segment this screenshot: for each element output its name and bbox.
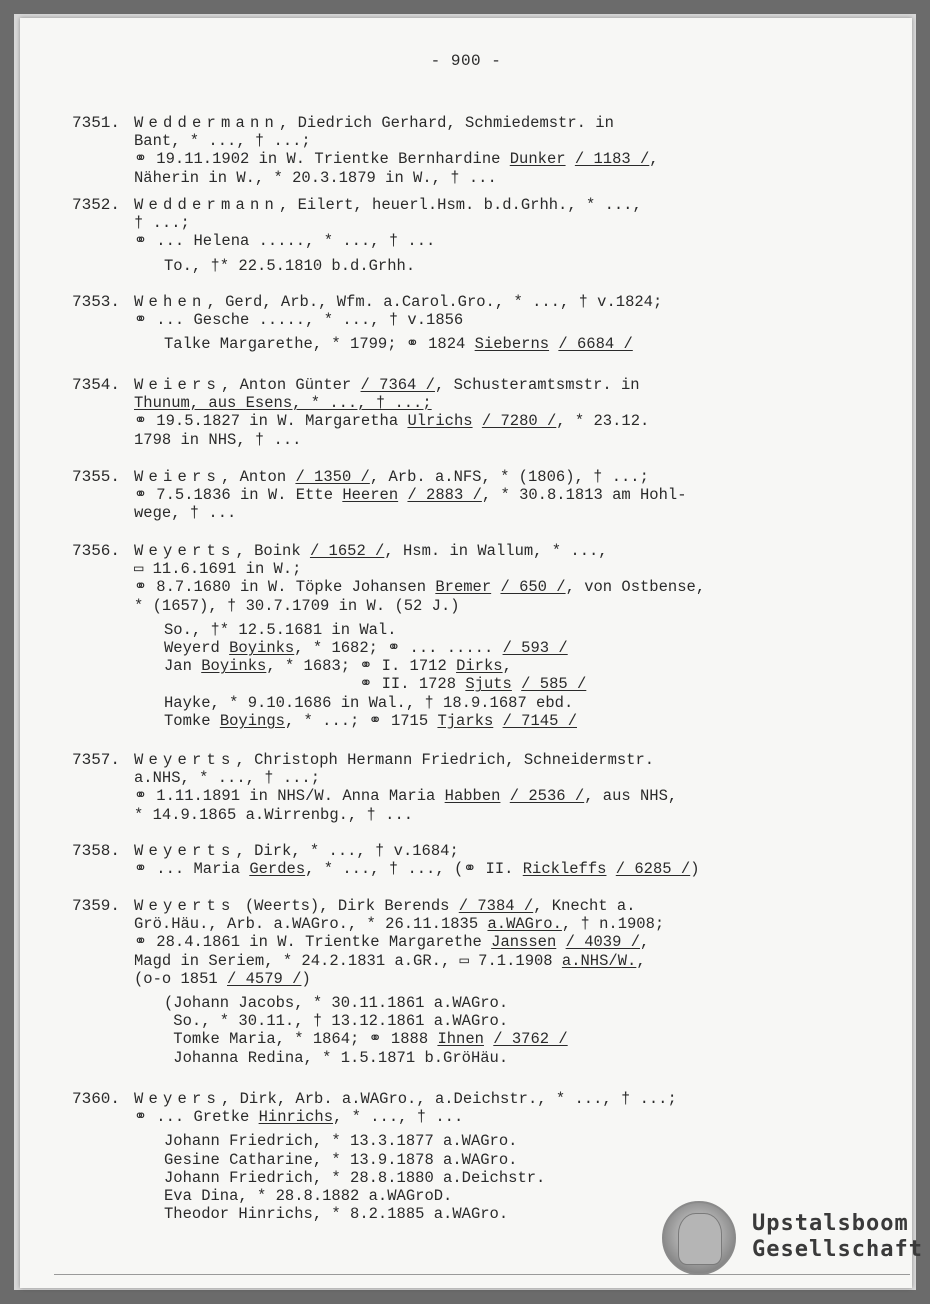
entry-line [134, 431, 772, 449]
entry-line [134, 486, 772, 504]
text: Johanna Redina, * 1.5.1871 b.GröHäu. [164, 1048, 509, 1067]
entry-body [134, 751, 772, 824]
text: Talke Margarethe, * 1799; ⚭ 1824 [164, 335, 475, 354]
entry-line [134, 214, 772, 232]
underlined-ref: Bremer [435, 578, 492, 597]
underlined-ref: Boyinks [229, 639, 295, 658]
text: Theodor Hinrichs, * 8.2.1885 a.WAGro. [164, 1205, 509, 1224]
text: , aus NHS, [584, 787, 678, 806]
child-line [164, 639, 772, 657]
text: , Anton [221, 468, 296, 486]
text: , Diedrich Gerhard, Schmiedemstr. in [279, 114, 614, 132]
child-line [164, 1169, 772, 1187]
underlined-ref: / 3762 / [493, 1030, 568, 1049]
entry-number: 7356. [72, 542, 121, 560]
child-line [164, 675, 772, 693]
underlined-ref: / 593 / [502, 639, 568, 658]
underlined-ref: / 4039 / [565, 933, 641, 952]
text: , Arb. a.NFS, * (1806), † ...; [369, 468, 649, 486]
entry-line [134, 915, 772, 933]
underlined-ref: / 4579 / [227, 969, 302, 988]
text: Jan [164, 657, 202, 676]
surname: Weyerts [134, 897, 236, 915]
text: , * 30.8.1813 am Hohl- [481, 486, 687, 505]
child-line [164, 1030, 772, 1048]
text: Bant, * ..., † ...; [134, 132, 311, 151]
text: , Schusteramtsmstr. in [434, 376, 640, 394]
seal-icon [662, 1201, 736, 1275]
text [473, 412, 482, 430]
text: To., †* 22.5.1810 b.d.Grhh. [164, 256, 416, 275]
underlined-ref: Ihnen [437, 1030, 484, 1049]
text [606, 860, 615, 878]
text: Johann Friedrich, * 28.8.1880 a.Deichstr. [164, 1168, 546, 1187]
text: ) [301, 969, 311, 988]
text: (o-o 1851 [134, 969, 228, 988]
child-line [164, 1132, 772, 1150]
text: ⚭ 8.7.1680 in W. Töpke Johansen [134, 578, 436, 597]
entry-body [134, 542, 772, 730]
entry-line [134, 751, 772, 769]
text: , Anton Günter [221, 376, 361, 394]
entry-line [134, 860, 772, 878]
text: Hayke, * 9.10.1686 in Wal., † 18.9.1687 ebd. [164, 693, 574, 712]
underlined-ref: / 6684 / [558, 335, 633, 354]
text: Magd in Seriem, * 24.2.1831 a.GR., ▭ 7.1.1908 [134, 951, 562, 970]
text: ⚭ II. 1728 [164, 675, 466, 694]
text: (Weerts), Dirk Berends [235, 897, 459, 915]
surname: Weyerts [134, 751, 236, 769]
surname: Weiers [134, 376, 222, 394]
entry-7357 [72, 751, 772, 824]
text: ⚭ 19.11.1902 in W. Trientke Bernhardine [134, 150, 510, 169]
text: ⚭ 28.4.1861 in W. Trientke Margarethe [134, 933, 492, 952]
text [500, 787, 509, 805]
text: Eva Dina, * 28.8.1882 a.WAGroD. [164, 1187, 453, 1206]
text: , * ...; ⚭ 1715 [284, 711, 438, 730]
seal-figure [678, 1213, 722, 1265]
underlined-ref: Dunker [509, 150, 566, 169]
surname: Weyers [134, 1090, 222, 1108]
text: ) [690, 860, 700, 879]
entry-body [134, 842, 772, 878]
upstalsboom-logo [662, 1201, 923, 1277]
entry-line [134, 542, 772, 560]
text: Tomke Maria, * 1864; ⚭ 1888 [164, 1030, 438, 1049]
entry-line [134, 933, 772, 951]
logo-line-1: Upstalsboom [752, 1211, 909, 1236]
underlined-ref: Ulrichs [407, 412, 473, 431]
text: , [649, 150, 659, 169]
underlined-ref: Boyinks [201, 657, 267, 676]
entry-body [134, 114, 772, 187]
entry-number: 7359. [72, 897, 121, 915]
text: , * ..., † ..., (⚭ II. [305, 860, 523, 879]
text: , Dirk, * ..., † v.1684; [235, 842, 459, 860]
entry-number: 7351. [72, 114, 121, 132]
entry-line [134, 842, 772, 860]
child-line [164, 1151, 772, 1169]
entry-body [134, 293, 772, 354]
text: 1798 in NHS, † ... [134, 430, 302, 449]
entry-7355 [72, 468, 772, 523]
entry-number: 7357. [72, 751, 121, 769]
entry-number: 7354. [72, 376, 121, 394]
entry-line [134, 232, 772, 250]
child-line [164, 1049, 772, 1067]
text: , * 1683; ⚭ I. 1712 [266, 657, 457, 676]
child-line [164, 257, 772, 275]
underlined-ref: / 6285 / [615, 860, 691, 879]
child-line [164, 657, 772, 675]
surname: Wehen [134, 293, 207, 311]
entry-line [134, 769, 772, 787]
text [556, 933, 565, 951]
text [484, 1030, 493, 1048]
entry-line [134, 132, 772, 150]
child-line [164, 1012, 772, 1030]
underlined-ref: / 650 / [500, 578, 566, 597]
text: † ...; [134, 214, 190, 233]
text: , Eilert, heuerl.Hsm. b.d.Grhh., * ..., [279, 196, 642, 214]
entry-line [134, 114, 772, 132]
entry-number: 7360. [72, 1090, 121, 1108]
text: ▭ 11.6.1691 in W.; [134, 560, 302, 579]
text [512, 675, 521, 693]
document-page [20, 18, 923, 1288]
underlined-ref: Sieberns [474, 335, 550, 354]
entry-line [134, 412, 772, 430]
child-line [164, 621, 772, 639]
entry-7351 [72, 114, 772, 187]
text: Weyerd [164, 639, 230, 658]
entry-line [134, 897, 772, 915]
underlined-ref: Boyings [219, 711, 285, 730]
text: , * ..., † ... [333, 1108, 464, 1127]
text: ⚭ 19.5.1827 in W. Margaretha [134, 412, 408, 431]
entry-7358 [72, 842, 772, 878]
text: ⚭ ... Gretke [134, 1108, 259, 1127]
text [549, 335, 558, 353]
text [566, 150, 575, 168]
underlined-ref: Thunum, aus Esens, * ..., † ...; [134, 394, 432, 413]
underlined-ref: Gerdes [249, 860, 306, 879]
logo-line-2: Gesellschaft [752, 1237, 923, 1262]
surname: Weddermann [134, 114, 280, 132]
text: , * 1682; ⚭ ... ..... [294, 639, 503, 658]
underlined-ref: / 1350 / [295, 468, 370, 486]
underlined-ref: / 7145 / [502, 711, 577, 730]
entry-line [134, 504, 772, 522]
surname: Weyerts [134, 542, 236, 560]
entry-7352 [72, 196, 772, 275]
text: , † n.1908; [561, 915, 665, 934]
underlined-ref: Hinrichs [258, 1108, 334, 1127]
text: , [502, 657, 512, 676]
child-line [164, 994, 772, 1012]
entry-line [134, 169, 772, 187]
entry-7356 [72, 542, 772, 730]
entry-line [134, 376, 772, 394]
entry-line [134, 578, 772, 596]
underlined-ref: Tjarks [437, 711, 494, 730]
entry-line [134, 970, 772, 988]
underlined-ref: Sjuts [465, 675, 512, 694]
text: ⚭ ... Helena ....., * ..., † ... [134, 232, 436, 251]
text: ⚭ 7.5.1836 in W. Ette [134, 486, 343, 505]
text: * (1657), † 30.7.1709 in W. (52 J.) [134, 596, 460, 615]
entry-line [134, 293, 772, 311]
child-line [164, 694, 772, 712]
entry-line [134, 597, 772, 615]
text: * 14.9.1865 a.Wirrenbg., † ... [134, 805, 414, 824]
entry-7354 [72, 376, 772, 449]
entry-line [134, 806, 772, 824]
underlined-ref: Heeren [342, 486, 399, 505]
child-line [164, 712, 772, 730]
text: , Gerd, Arb., Wfm. a.Carol.Gro., * ..., † v.1824; [206, 293, 663, 311]
text: Johann Friedrich, * 13.3.1877 a.WAGro. [164, 1132, 518, 1151]
text: , Knecht a. [533, 897, 636, 915]
entry-7359 [72, 897, 772, 1067]
text: a.NHS, * ..., † ...; [134, 769, 321, 788]
entry-line [134, 1090, 772, 1108]
entry-body [134, 897, 772, 1067]
text: So., * 30.11., † 13.12.1861 a.WAGro. [164, 1012, 509, 1031]
entry-line [134, 560, 772, 578]
text: Grö.Häu., Arb. a.WAGro., * 26.11.1835 [134, 915, 488, 934]
underlined-ref: a.WAGro. [487, 915, 562, 934]
text: ⚭ ... Maria [134, 860, 250, 879]
underlined-ref: Rickleffs [522, 860, 607, 879]
logo-text [752, 1211, 923, 1263]
underlined-ref: / 1183 / [574, 150, 650, 169]
text: Gesine Catharine, * 13.9.1878 a.WAGro. [164, 1150, 518, 1169]
text: (Johann Jacobs, * 30.11.1861 a.WAGro. [164, 994, 509, 1013]
underlined-ref: Habben [444, 787, 501, 806]
text: ⚭ 1.11.1891 in NHS/W. Anna Maria [134, 787, 445, 806]
underlined-ref: a.NHS/W. [561, 951, 637, 970]
text [493, 712, 502, 730]
page-number: - 900 - [430, 52, 502, 70]
text: , Boink [235, 542, 310, 560]
entry-body [134, 468, 772, 523]
entry-line [134, 787, 772, 805]
underlined-ref: Dirks [456, 657, 503, 676]
underlined-ref: Janssen [491, 933, 557, 952]
text: , [636, 951, 646, 970]
text: , Christoph Hermann Friedrich, Schneidermstr. [235, 751, 655, 769]
text: , Dirk, Arb. a.WAGro., a.Deichstr., * ..., † ...; [221, 1090, 677, 1108]
entry-line [134, 311, 772, 329]
entry-line [134, 952, 772, 970]
entry-number: 7355. [72, 468, 121, 486]
text: , [640, 933, 650, 952]
entry-number: 7358. [72, 842, 121, 860]
underlined-ref: / 1652 / [309, 542, 385, 560]
entry-number: 7353. [72, 293, 121, 311]
surname: Weddermann [134, 196, 280, 214]
text: , Hsm. in Wallum, * ..., [384, 542, 608, 560]
text: , * 23.12. [556, 412, 650, 431]
entry-line [134, 468, 772, 486]
entry-number: 7352. [72, 196, 121, 214]
entry-line [134, 1108, 772, 1126]
entry-body [134, 376, 772, 449]
underlined-ref: / 7384 / [458, 897, 534, 915]
entry-line [134, 150, 772, 168]
text: So., †* 12.5.1681 in Wal. [164, 620, 397, 639]
text: wege, † ... [134, 504, 237, 523]
underlined-ref: / 7364 / [360, 376, 435, 394]
text: ⚭ ... Gesche ....., * ..., † v.1856 [134, 311, 464, 330]
underlined-ref: / 7280 / [481, 412, 557, 431]
text: Näherin in W., * 20.3.1879 in W., † ... [134, 168, 497, 187]
entry-7353 [72, 293, 772, 354]
child-line [164, 335, 772, 353]
text: Tomke [164, 711, 220, 730]
surname: Weyerts [134, 842, 236, 860]
text: , von Ostbense, [565, 578, 706, 597]
entry-body [134, 196, 772, 275]
underlined-ref: / 2536 / [509, 787, 585, 806]
underlined-ref: / 585 / [521, 675, 587, 694]
entry-line [134, 196, 772, 214]
surname: Weiers [134, 468, 222, 486]
entry-line [134, 394, 772, 412]
underlined-ref: / 2883 / [407, 486, 482, 505]
